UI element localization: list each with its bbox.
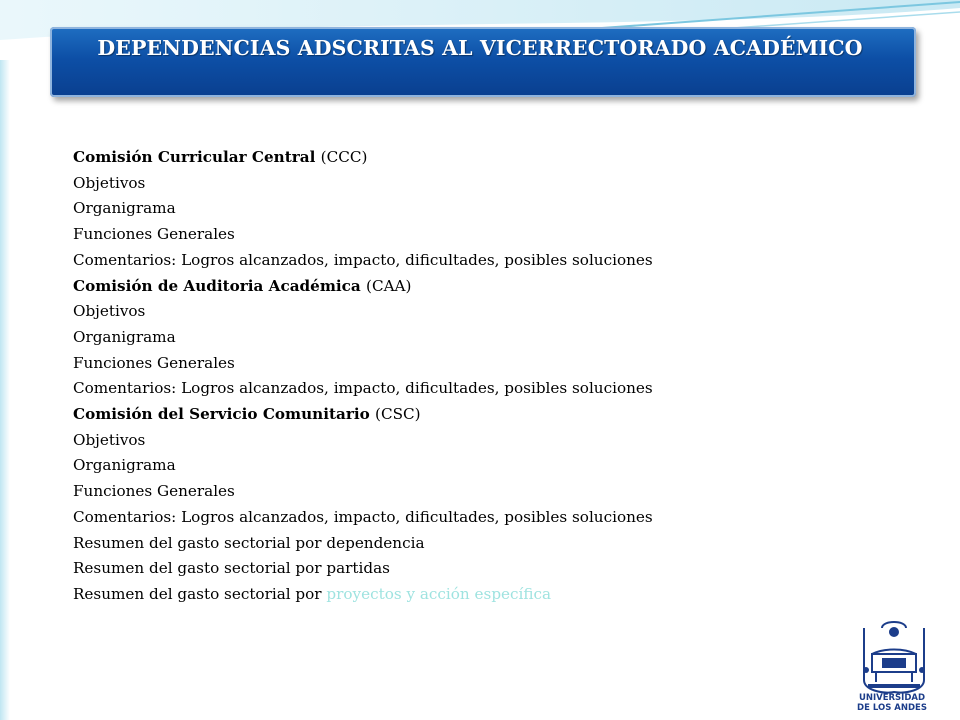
slide-content [73,145,833,608]
summary-item: Resumen del gasto sectorial por dependencia [73,533,425,552]
list-item: Comentarios: Logros alcanzados, impacto, dificultades, posibles soluciones [73,250,653,269]
left-decorative-rule [0,60,10,720]
list-item: Organigrama [73,199,176,218]
list-item: Funciones Generales [73,482,235,501]
list-item: Comentarios: Logros alcanzados, impacto, dificultades, posibles soluciones [73,507,653,526]
list-item: Organigrama [73,456,176,475]
summary-item: Resumen del gasto sectorial por proyectos y acción específica [73,584,552,603]
list-item: Comentarios: Logros alcanzados, impacto, dificultades, posibles soluciones [73,379,653,398]
logo-line-2: DE LOS ANDES [857,703,927,713]
slide-title: DEPENDENCIAS ADSCRITAS AL VICERRECTORADO ACADÉMICO [97,36,863,60]
list-item: Objetivos [73,302,146,321]
summary-item: Resumen del gasto sectorial por partidas [73,559,390,578]
university-logo-text [846,693,938,713]
list-item: Objetivos [73,173,146,192]
list-item: Objetivos [73,430,146,449]
logo-line-1: UNIVERSIDAD [858,693,926,703]
list-item: Funciones Generales [73,225,235,244]
section-heading-csc: Comisión del Servicio Comunitario (CSC) [73,405,421,424]
section-heading-caa: Comisión de Auditoria Académica (CAA) [73,276,412,295]
list-item: Organigrama [73,327,176,346]
list-item: Funciones Generales [73,353,235,372]
section-heading-ccc: Comisión Curricular Central (CCC) [73,148,368,166]
proyectos-link[interactable]: proyectos y acción específica [326,584,552,603]
